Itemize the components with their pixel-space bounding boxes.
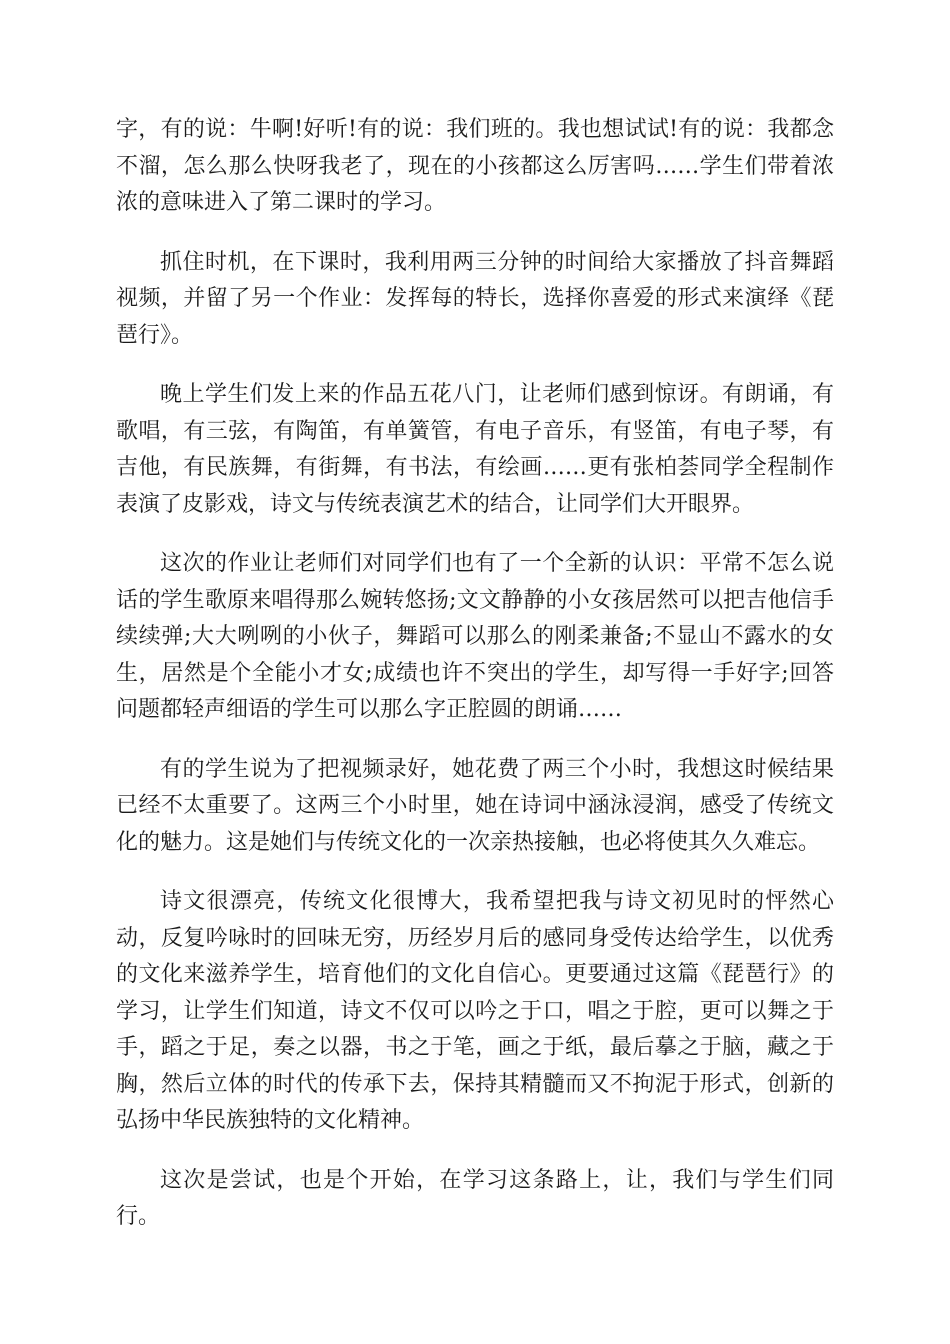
document-body	[116, 112, 834, 1259]
paragraph-5: 有的学生说为了把视频录好，她花费了两三个小时，我想这时候结果已经不太重要了。这两三个小时里，她在诗词中涵泳浸润，感受了传统文化的魅力。这是她们与传统文化的一次亲热接触，也必将使其久久难忘。	[116, 756, 834, 855]
paragraph-1: 字，有的说：牛啊!好听!有的说：我们班的。我也想试试!有的说：我都念不溜，怎么那么快呀我老了，现在的小孩都这么厉害吗……学生们带着浓浓的意味进入了第二课时的学习。	[116, 117, 834, 215]
paragraph-2: 抓住时机，在下课时，我利用两三分钟的时间给大家播放了抖音舞蹈视频，并留了另一个作业：发挥每的特长，选择你喜爱的形式来演绎《琵琶行》。	[116, 249, 834, 348]
paragraph-4: 这次的作业让老师们对同学们也有了一个全新的认识：平常不怎么说话的学生歌原来唱得那么婉转悠扬;文文静静的小女孩居然可以把吉他信手续续弹;大大咧咧的小伙子，舞蹈可以那么的刚柔兼备;不显山不露水的女生，居然是个全能小才女;成绩也许不突出的学生，却写得一手好字;回答问题都轻声细语的学生可以那么字正腔圆的朗诵……	[116, 551, 834, 722]
paragraph-7: 这次是尝试，也是个开始，在学习这条路上，让，我们与学生们同行。	[116, 1167, 834, 1229]
paragraph-3: 晚上学生们发上来的作品五花八门，让老师们感到惊讶。有朗诵，有歌唱，有三弦，有陶笛，有单簧管，有电子音乐，有竖笛，有电子琴，有吉他，有民族舞，有街舞，有书法，有绘画……更有张柏荟同学全程制作表演了皮影戏，诗文与传统表演艺术的结合，让同学们大开眼界。	[116, 382, 834, 517]
paragraph-6: 诗文很漂亮，传统文化很博大，我希望把我与诗文初见时的怦然心动，反复吟咏时的回味无穷，历经岁月后的感同身受传达给学生，以优秀的文化来滋养学生，培育他们的文化自信心。更要通过这篇《琵琶行》的学习，让学生们知道，诗文不仅可以吟之于口，唱之于腔，更可以舞之于手，蹈之于足，奏之以器，书之于笔，画之于纸，最后摹之于脑，藏之于胸，然后立体的时代的传承下去，保持其精髓而又不拘泥于形式，创新的弘扬中华民族独特的文化精神。	[116, 889, 834, 1133]
